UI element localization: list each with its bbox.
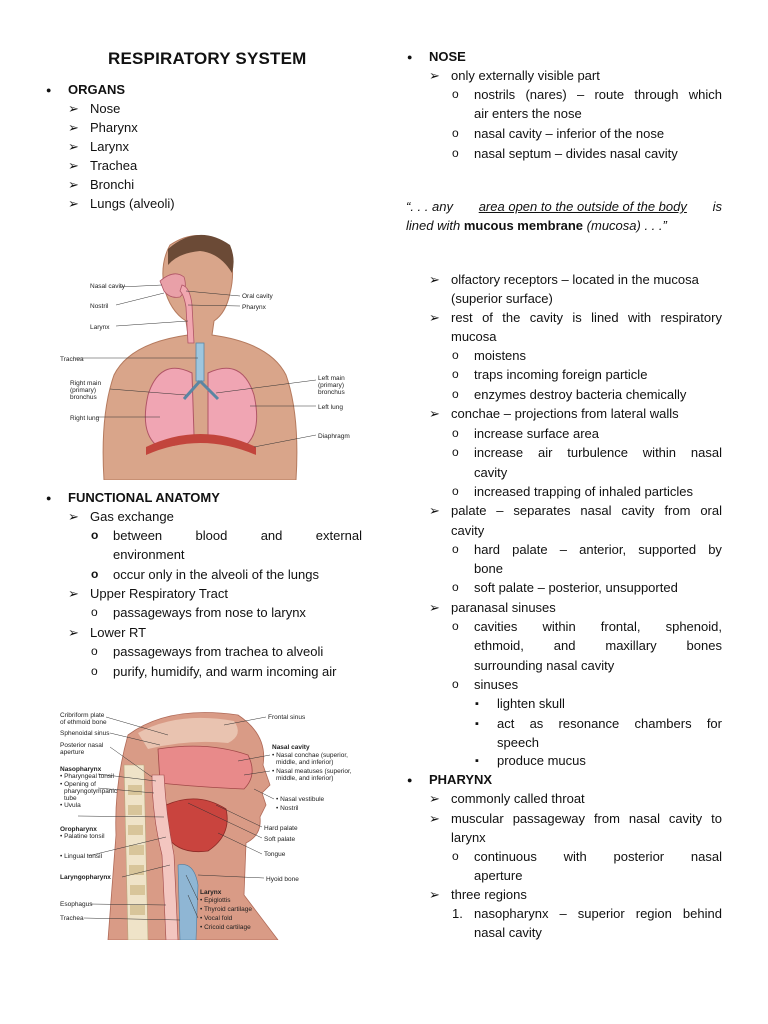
label-nasal-cavity-2: Nasal cavity — [272, 744, 310, 751]
gas-exchange-detail: o occur only in the alveoli of the lungs — [113, 566, 319, 584]
sinuses-detail-cont: surrounding nasal cavity — [474, 658, 615, 673]
label-right-main-1: Right main — [70, 380, 102, 387]
label-frontal: Frontal sinus — [268, 714, 306, 721]
functional-anatomy-heading: ● FUNCTIONAL ANATOMY — [68, 489, 220, 507]
label-nc-2: middle, and inferior) — [276, 759, 334, 766]
sinuses-detail-cont: ethmoid, and maxillary bones — [474, 638, 722, 653]
conchae-detail: o increase surface area — [474, 425, 599, 443]
rest-detail: o moistens — [474, 347, 526, 365]
nose-detail: o nasal septum – divides nasal cavity — [474, 145, 678, 163]
label-larynx: Larynx — [90, 324, 110, 331]
pharynx-item-cont: larynx — [451, 830, 486, 845]
nose-detail: o nostrils (nares) – route through which — [474, 86, 722, 104]
urt-item: ➢ Upper Respiratory Tract — [90, 585, 228, 603]
pharynx-heading: ● PHARYNX — [429, 771, 492, 789]
label-soft-palate: Soft palate — [264, 836, 296, 843]
label-right-main-3: bronchus — [70, 394, 97, 401]
sinuses-item: ➢ paranasal sinuses — [451, 599, 556, 617]
label-larynx-2: Larynx — [200, 889, 222, 896]
label-nostril: Nostril — [90, 303, 109, 310]
conchae-item: ➢ conchae – projections from lateral walls — [451, 405, 679, 423]
nose-item: ➢ only externally visible part — [451, 67, 600, 85]
rest-item-cont: mucosa — [451, 329, 497, 344]
sinuses-subdetail-cont: speech — [497, 735, 539, 750]
organ-item: ➢ Nose — [90, 100, 120, 118]
label-sphenoidal: Sphenoidal sinus — [60, 730, 110, 737]
label-laryngopharynx: Laryngopharynx — [60, 874, 111, 881]
label-nc-6: • Nostril — [276, 805, 299, 812]
label-pharynx: Pharynx — [242, 304, 266, 311]
label-nc-4: middle, and inferior) — [276, 775, 334, 782]
organs-heading: ● ORGANS — [68, 81, 125, 99]
organ-item: ➢ Bronchi — [90, 176, 134, 194]
organ-item: ➢ Lungs (alveoli) — [90, 195, 175, 213]
gas-exchange-detail-cont: environment — [113, 547, 185, 562]
label-np-5: • Uvula — [60, 802, 81, 809]
organ-item: ➢ Trachea — [90, 157, 137, 175]
label-nc-5: • Nasal vestibule — [276, 796, 325, 803]
palate-item: ➢ palate – separates nasal cavity from oral — [451, 502, 722, 520]
lrt-detail: o purify, humidify, and warm incoming air — [113, 663, 337, 681]
nose-detail: o nasal cavity – inferior of the nose — [474, 125, 664, 143]
label-np-4: tube — [64, 795, 77, 802]
sinuses-subdetail: ▪ act as resonance chambers for — [497, 715, 722, 733]
palate-detail: o soft palate – posterior, unsupported — [474, 579, 678, 597]
label-nasopharynx: Nasopharynx — [60, 766, 102, 773]
lrt-detail: o passageways from trachea to alveoli — [113, 643, 323, 661]
label-posterior-2: aperture — [60, 749, 85, 756]
label-nasal-cavity: Nasal cavity — [90, 283, 126, 290]
label-nc-1: • Nasal conchae (superior, — [272, 752, 348, 759]
label-trachea: Trachea — [60, 356, 84, 363]
rest-detail: o enzymes destroy bacteria chemically — [474, 386, 686, 404]
pharynx-item: ➢ muscular passageway from nasal cavity to — [451, 810, 722, 828]
sinuses-detail: o cavities within frontal, sphenoid, — [474, 618, 722, 636]
urt-detail: o passageways from nose to larynx — [113, 604, 306, 622]
label-tongue: Tongue — [264, 851, 286, 858]
head-sagittal-section-figure — [48, 705, 358, 940]
conchae-detail-cont: cavity — [474, 465, 508, 480]
pharynx-region-item: 1. nasopharynx – superior region behind — [474, 905, 722, 923]
label-nc-3: • Nasal meatuses (superior, — [272, 768, 352, 775]
pharynx-detail-cont: aperture — [474, 868, 523, 883]
conchae-detail: o increase air turbulence within nasal — [474, 444, 722, 462]
gas-exchange-item: ➢ Gas exchange — [90, 508, 174, 526]
conchae-detail: o increased trapping of inhaled particles — [474, 483, 693, 501]
sinuses-subdetail: ▪ produce mucus — [497, 752, 586, 770]
label-oropharynx: Oropharynx — [60, 826, 97, 833]
gas-exchange-detail: o between blood and external — [113, 527, 362, 545]
label-cribriform-2: of ethmoid bone — [60, 719, 107, 726]
nose-heading: ● NOSE — [429, 48, 466, 66]
label-left-lung: Left lung — [318, 404, 343, 411]
palate-detail: o hard palate – anterior, supported by — [474, 541, 722, 559]
label-esophagus: Esophagus — [60, 901, 93, 908]
palate-detail-cont: bone — [474, 561, 503, 576]
label-left-main-2: (primary) — [318, 382, 344, 389]
label-posterior-1: Posterior nasal — [60, 742, 104, 749]
label-hyoid: Hyoid bone — [266, 876, 299, 883]
olfactory-item-cont: (superior surface) — [451, 291, 553, 306]
palate-item-cont: cavity — [451, 523, 485, 538]
label-lx-4: • Cricoid cartilage — [200, 924, 251, 931]
label-np-1: • Pharyngeal tonsil — [60, 773, 114, 780]
label-lx-1: • Epiglottis — [200, 897, 231, 904]
label-lingual: • Lingual tonsil — [60, 853, 103, 860]
label-right-lung: Right lung — [70, 415, 100, 422]
sinuses-detail: o sinuses — [474, 676, 518, 694]
organ-item: ➢ Larynx — [90, 138, 129, 156]
organ-item: ➢ Pharynx — [90, 119, 138, 137]
page-title: RESPIRATORY SYSTEM — [108, 49, 307, 68]
quote-line-2: lined with mucous membrane (mucosa) . . .” — [406, 218, 667, 233]
label-np-3: pharyngotympanic — [64, 788, 118, 795]
label-oral-cavity: Oral cavity — [242, 293, 273, 300]
label-left-main-3: bronchus — [318, 389, 345, 396]
label-diaphragm: Diaphragm — [318, 433, 350, 440]
label-trachea-2: Trachea — [60, 915, 84, 922]
sinuses-subdetail: ▪ lighten skull — [497, 695, 565, 713]
label-cribriform-1: Cribriform plate — [60, 712, 105, 719]
nose-detail-cont: air enters the nose — [474, 106, 582, 121]
pharynx-item: ➢ three regions — [451, 886, 527, 904]
lrt-item: ➢ Lower RT — [90, 624, 146, 642]
label-np-2: • Opening of — [60, 781, 96, 788]
pharynx-detail: o continuous with posterior nasal — [474, 848, 722, 866]
rest-item: ➢ rest of the cavity is lined with respiratory — [451, 309, 722, 327]
label-lx-2: • Thyroid cartilage — [200, 906, 253, 913]
respiratory-system-figure — [60, 225, 350, 480]
label-op-1: • Palatine tonsil — [60, 833, 105, 840]
rest-detail: o traps incoming foreign particle — [474, 366, 647, 384]
label-lx-3: • Vocal fold — [200, 915, 233, 922]
label-hard-palate: Hard palate — [264, 825, 298, 832]
olfactory-item: ➢ olfactory receptors – located in the mucosa — [451, 271, 699, 289]
quote-line-1: “. . . any area open to the outside of the body is — [406, 199, 722, 214]
label-right-main-2: (primary) — [70, 387, 96, 394]
pharynx-region-item-cont: nasal cavity — [474, 925, 542, 940]
pharynx-item: ➢ commonly called throat — [451, 790, 585, 808]
label-left-main-1: Left main — [318, 375, 345, 382]
